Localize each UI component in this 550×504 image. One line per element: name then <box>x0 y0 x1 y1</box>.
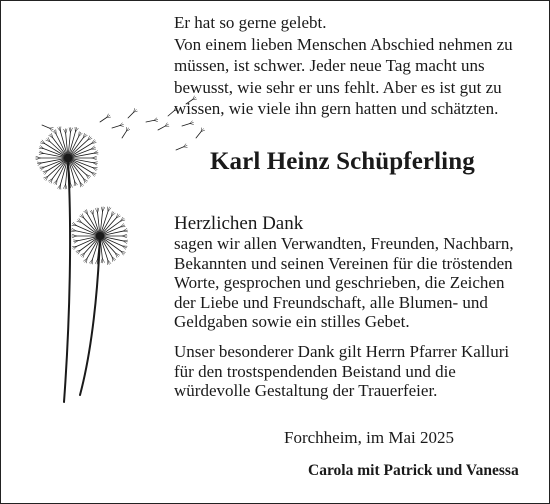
special-thanks-line: für den trostspendenden Beistand und die <box>174 361 456 381</box>
deceased-name: Karl Heinz Schüpferling <box>210 148 475 175</box>
thanks-line: Geldgaben sowie ein stilles Gebet. <box>174 312 410 331</box>
place-and-date: Forchheim, im Mai 2025 <box>284 428 454 447</box>
thanks-line: Bekannten und seinen Vereinen für die tröstenden <box>174 253 513 273</box>
poem-line: wissen, wie viele ihn gern hatten und schätzten. <box>174 99 499 118</box>
thanks-text <box>174 234 514 332</box>
poem-line: Er hat so gerne gelebt. <box>174 13 327 32</box>
signature: Carola mit Patrick und Vanessa <box>308 462 519 479</box>
poem-line: müssen, ist schwer. Jeder neue Tag macht uns <box>174 56 485 75</box>
special-thanks-line: Unser besonderer Dank gilt Herrn Pfarrer Kalluri <box>174 342 510 361</box>
memorial-poem <box>174 12 534 120</box>
poem-line: bewusst, wie sehr er uns fehlt. Aber es ist gut zu <box>174 77 502 97</box>
special-thanks-text <box>174 342 509 401</box>
thanks-line: Worte, gesprochen und geschrieben, die Zeichen <box>174 273 505 292</box>
thanks-heading: Herzlichen Dank <box>174 213 304 234</box>
special-thanks-line: würdevolle Gestaltung der Trauerfeier. <box>174 381 438 400</box>
poem-line: Von einem lieben Menschen Abschied nehmen zu <box>174 34 513 54</box>
thanks-line: der Liebe und Freundschaft, alle Blumen- und <box>174 292 488 312</box>
thanks-line: sagen wir allen Verwandten, Freunden, Nachbarn, <box>174 234 514 253</box>
